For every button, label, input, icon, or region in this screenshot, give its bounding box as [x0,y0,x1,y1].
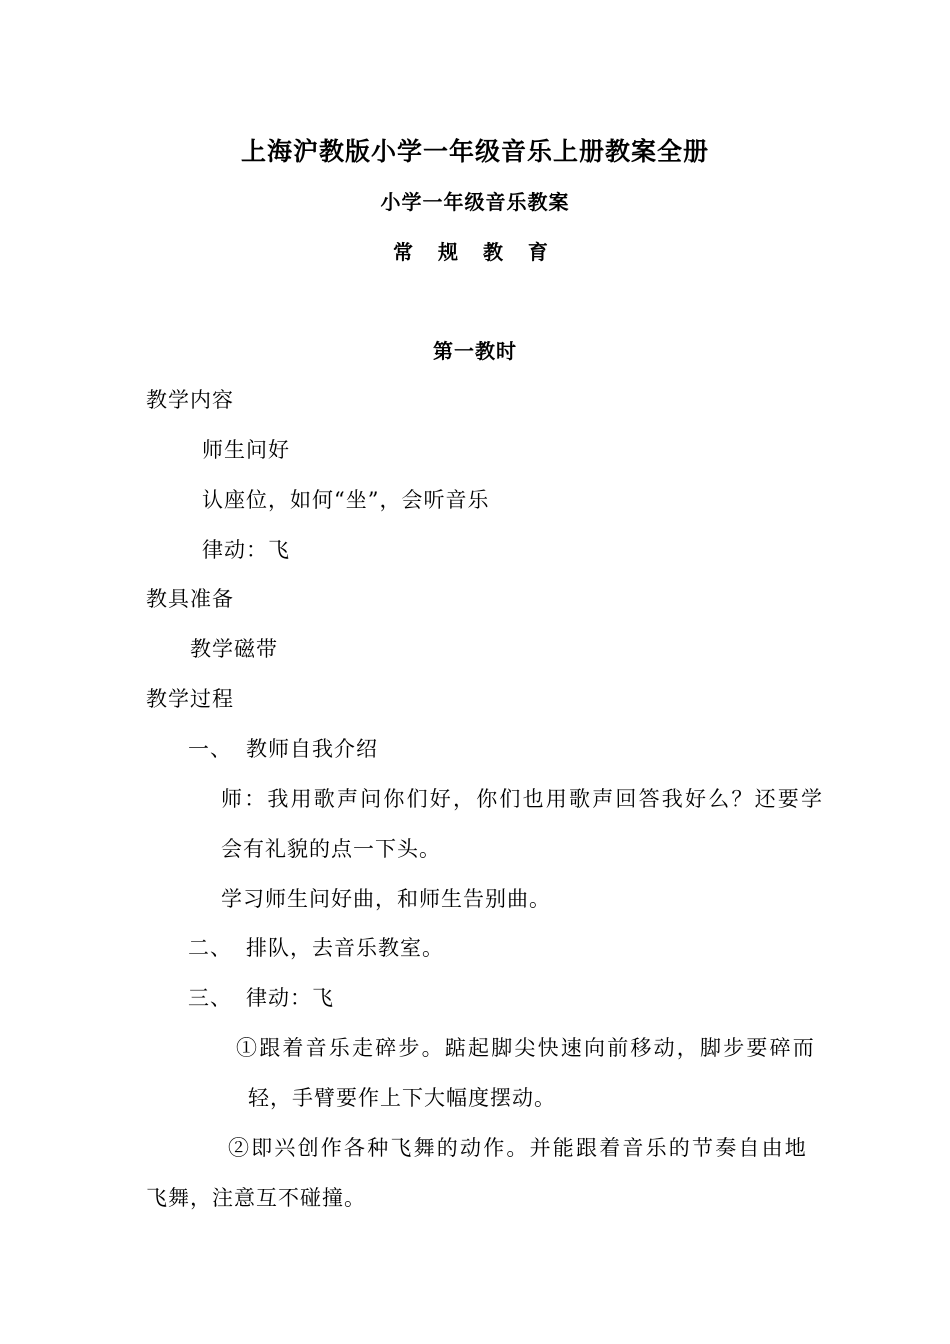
lesson-title: 第一教时 [433,339,517,363]
process-step-1 [188,735,378,763]
section-heading-content: 教学内容 [146,388,234,412]
step-marker: 二、 [188,936,232,960]
section-heading-process: 教学过程 [146,687,234,711]
document-title: 上海沪教版小学一年级音乐上册教案全册 [240,137,709,166]
section-heading-materials: 教具准备 [146,587,234,611]
step-text: 律动：飞 [246,986,334,1010]
step-marker: 一、 [188,737,232,761]
document-subtitle: 小学一年级音乐教案 [380,190,570,214]
content-item: 律动：飞 [202,538,290,562]
process-step-3 [188,984,334,1012]
step-1-line: 师：我用歌声问你们好，你们也用歌声回答我好么？还要学 [221,787,825,811]
content-item: 认座位，如何“坐”，会听音乐 [202,488,490,512]
step-3-line: ①跟着音乐走碎步。踮起脚尖快速向前移动，脚步要碎而 [236,1036,816,1060]
materials-item: 教学磁带 [190,637,278,661]
step-text: 排队，去音乐教室。 [246,936,444,960]
process-step-2 [188,934,444,962]
step-text: 教师自我介绍 [246,737,378,761]
step-1-line: 学习师生问好曲，和师生告别曲。 [221,887,551,911]
step-3-line: 轻，手臂要作上下大幅度摆动。 [248,1086,556,1110]
unit-title: 常 规 教 育 [393,240,557,264]
content-item: 师生问好 [202,438,290,462]
step-3-line: ②即兴创作各种飞舞的动作。并能跟着音乐的节奏自由地 [228,1136,808,1160]
step-1-line: 会有礼貌的点一下头。 [221,837,441,861]
step-3-line: 飞舞，注意互不碰撞。 [146,1186,366,1210]
step-marker: 三、 [188,986,232,1010]
